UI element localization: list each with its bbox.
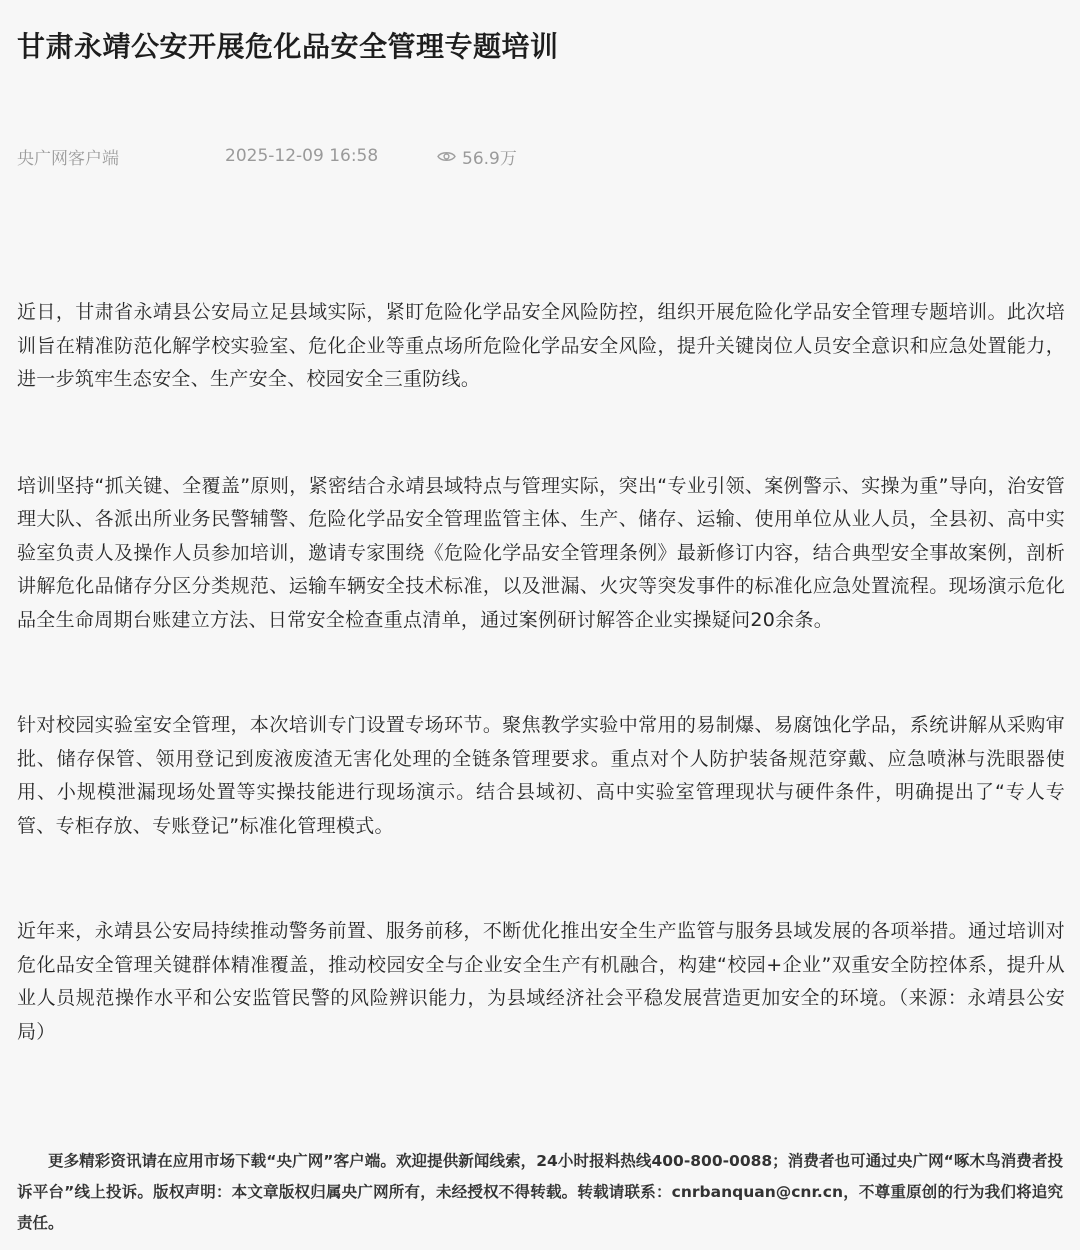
article-body — [17, 296, 1065, 1049]
article-title: 甘肃永靖公安开展危化品安全管理专题培训 — [17, 29, 559, 63]
view-count — [437, 144, 517, 169]
eye-icon — [437, 150, 456, 163]
copyright-notice: 更多精彩资讯请在应用市场下载“央广网”客户端。欢迎提供新闻线索，24小时报料热线400-800-0088；消费者也可通过央广网“啄木鸟消费者投诉平台”线上投诉。版权声明：本文章版权归属央广网所有，未经授权不得转载。转载请联系：cnrbanquan@cnr.cn，不尊重原创的行为我们将追究责任。 — [17, 1152, 1063, 1232]
article-paragraph: 针对校园实验室安全管理，本次培训专门设置专场环节。聚焦教学实验中常用的易制爆、易腐蚀化学品，系统讲解从采购审批、储存保管、领用登记到废液废渣无害化处理的全链条管理要求。重点对个人防护装备规范穿戴、应急喷淋与洗眼器使用、小规模泄漏现场处置等实操技能进行现场演示。结合县域初、高中实验室管理现状与硬件条件，明确提出了“专人专管、专柜存放、专账登记”标准化管理模式。 — [17, 714, 1065, 837]
view-count-value: 56.9万 — [462, 148, 517, 169]
article-paragraph: 近日，甘肃省永靖县公安局立足县域实际，紧盯危险化学品安全风险防控，组织开展危险化学品安全管理专题培训。此次培训旨在精准防范化解学校实验室、危化企业等重点场所危险化学品安全风险，提升关键岗位人员安全意识和应急处置能力，进一步筑牢生态安全、生产安全、校园安全三重防线。 — [17, 301, 1065, 390]
article-source[interactable]: 央广网客户端 — [17, 148, 119, 169]
article-meta — [17, 143, 517, 169]
article-datetime: 2025-12-09 16:58 — [225, 146, 379, 166]
article-paragraph: 近年来，永靖县公安局持续推动警务前置、服务前移，不断优化推出安全生产监管与服务县域发展的各项举措。通过培训对危化品安全管理关键群体精准覆盖，推动校园安全与企业安全生产有机融合，构建“校园+企业”双重安全防控体系，提升从业人员规范操作水平和公安监管民警的风险辨识能力，为县域经济社会平稳发展营造更加安全的环境。（来源：永靖县公安局） — [17, 920, 1065, 1043]
article-paragraph: 培训坚持“抓关键、全覆盖”原则，紧密结合永靖县域特点与管理实际，突出“专业引领、案例警示、实操为重”导向，治安管理大队、各派出所业务民警辅警、危险化学品安全管理监管主体、生产、储存、运输、使用单位从业人员，全县初、高中实验室负责人及操作人员参加培训，邀请专家围绕《危险化学品安全管理条例》最新修订内容，结合典型安全事故案例，剖析讲解危化品储存分区分类规范、运输车辆安全技术标准，以及泄漏、火灾等突发事件的标准化应急处置流程。现场演示危化品全生命周期台账建立方法、日常安全检查重点清单，通过案例研讨解答企业实操疑问20余条。 — [17, 474, 1065, 631]
